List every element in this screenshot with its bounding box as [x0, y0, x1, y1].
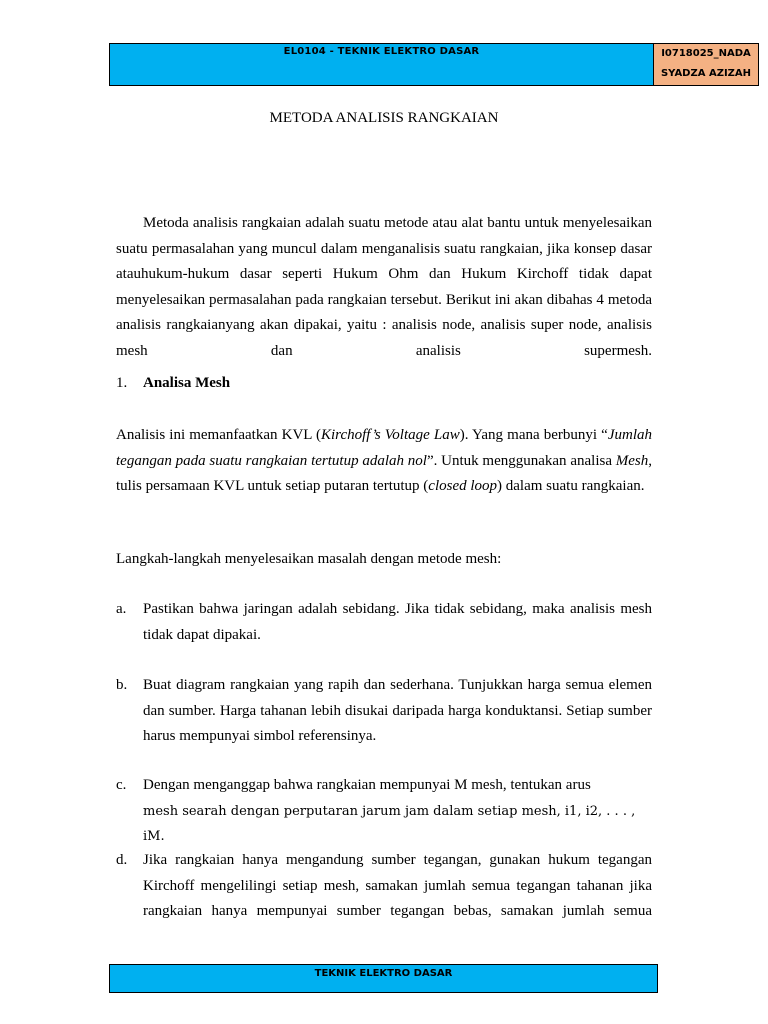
steps-intro: Langkah-langkah menyelesaikan masalah dengan metode mesh: [116, 551, 502, 567]
header-course: EL0104 - TEKNIK ELEKTRO DASAR [283, 46, 480, 57]
intro-paragraph: Metoda analisis rangkaian adalah suatu metode atau alat bantu untuk menyelesaikan suatu permasalahan yang muncul dalam menganalisis suatu rangkaian, jika konsep dasar atauhukum-hukum dasar seperti Hukum Ohm dan Hukum Kirchoff tidak dapat menyelesaikan permasalahan pada rangkaian tersebut. Berikut ini akan dibahas 4 metoda analisis rangkaianyang akan dipakai, yaitu : analisis node, analisis super node, analisis mesh dan analisis supermesh. [116, 215, 652, 359]
header-student-name: SYADZA AZIZAH [660, 68, 752, 79]
step-text-continued: mesh searah dengan perputaran jarum jam dalam setiap mesh, i1, i2, . . . , iM. [143, 803, 636, 844]
mesh-text-mesh: Mesh [615, 452, 649, 469]
header-student-id: I0718025_NADA [661, 48, 751, 59]
header-student-cell [653, 43, 759, 86]
mesh-text-kvl: Kirchoff’s Voltage Law [320, 427, 460, 443]
step-text: Jika rangkaian hanya mengandung sumber tegangan, gunakan hukum tegangan Kirchoff mengelilingi setiap mesh, samakan jumlah semua tegangan tahanan jika rangkaian hanya mempunyai sumber tegangan bebas, samakan jumlah semua [143, 852, 652, 919]
step-item-c [116, 773, 652, 850]
step-text: Pastikan bahwa jaringan adalah sebidang. Jika tidak sebidang, maka analisis mesh tidak dapat dipakai. [143, 601, 652, 643]
section-title: Analisa Mesh [143, 375, 231, 391]
step-label: b. [116, 677, 128, 693]
section-number: 1. [116, 375, 128, 391]
page-header [109, 43, 658, 86]
section-heading [116, 375, 230, 392]
step-text: Dengan menganggap bahwa rangkaian mempunyai M mesh, tentukan arus [143, 777, 591, 793]
mesh-text-quote: Jumlah tegangan pada suatu rangkaian tertutup adalah nol [116, 427, 653, 469]
mesh-text-1: Analisis ini memanfaatkan KVL ( [116, 427, 321, 443]
mesh-paragraph [116, 423, 652, 500]
mesh-text-closed-loop: closed loop [428, 478, 498, 494]
mesh-text-7: , tulis persamaan KVL untuk setiap putaran tertutup ( [116, 452, 653, 494]
mesh-text-5: ”. Untuk menggunakan analisa [426, 452, 616, 469]
page-footer [109, 964, 658, 993]
step-item-b [116, 673, 652, 750]
page-title: METODA ANALISIS RANGKAIAN [269, 110, 499, 126]
header-course-cell [110, 44, 654, 85]
step-label: d. [116, 852, 128, 868]
mesh-text-9: ) dalam suatu rangkaian. [497, 478, 645, 494]
step-label: c. [116, 777, 127, 793]
step-label: a. [116, 601, 127, 617]
step-item-d [116, 848, 652, 925]
step-item-a [116, 597, 652, 648]
step-text: Buat diagram rangkaian yang rapih dan sederhana. Tunjukkan harga semua elemen dan sumber. Harga tahanan lebih disukai daripada harga konduktansi. Setiap sumber harus mempunyai simbol referensinya. [143, 677, 652, 744]
footer-text: TEKNIK ELEKTRO DASAR [314, 968, 453, 979]
mesh-text-3: ). Yang mana berbunyi “ [459, 427, 608, 443]
